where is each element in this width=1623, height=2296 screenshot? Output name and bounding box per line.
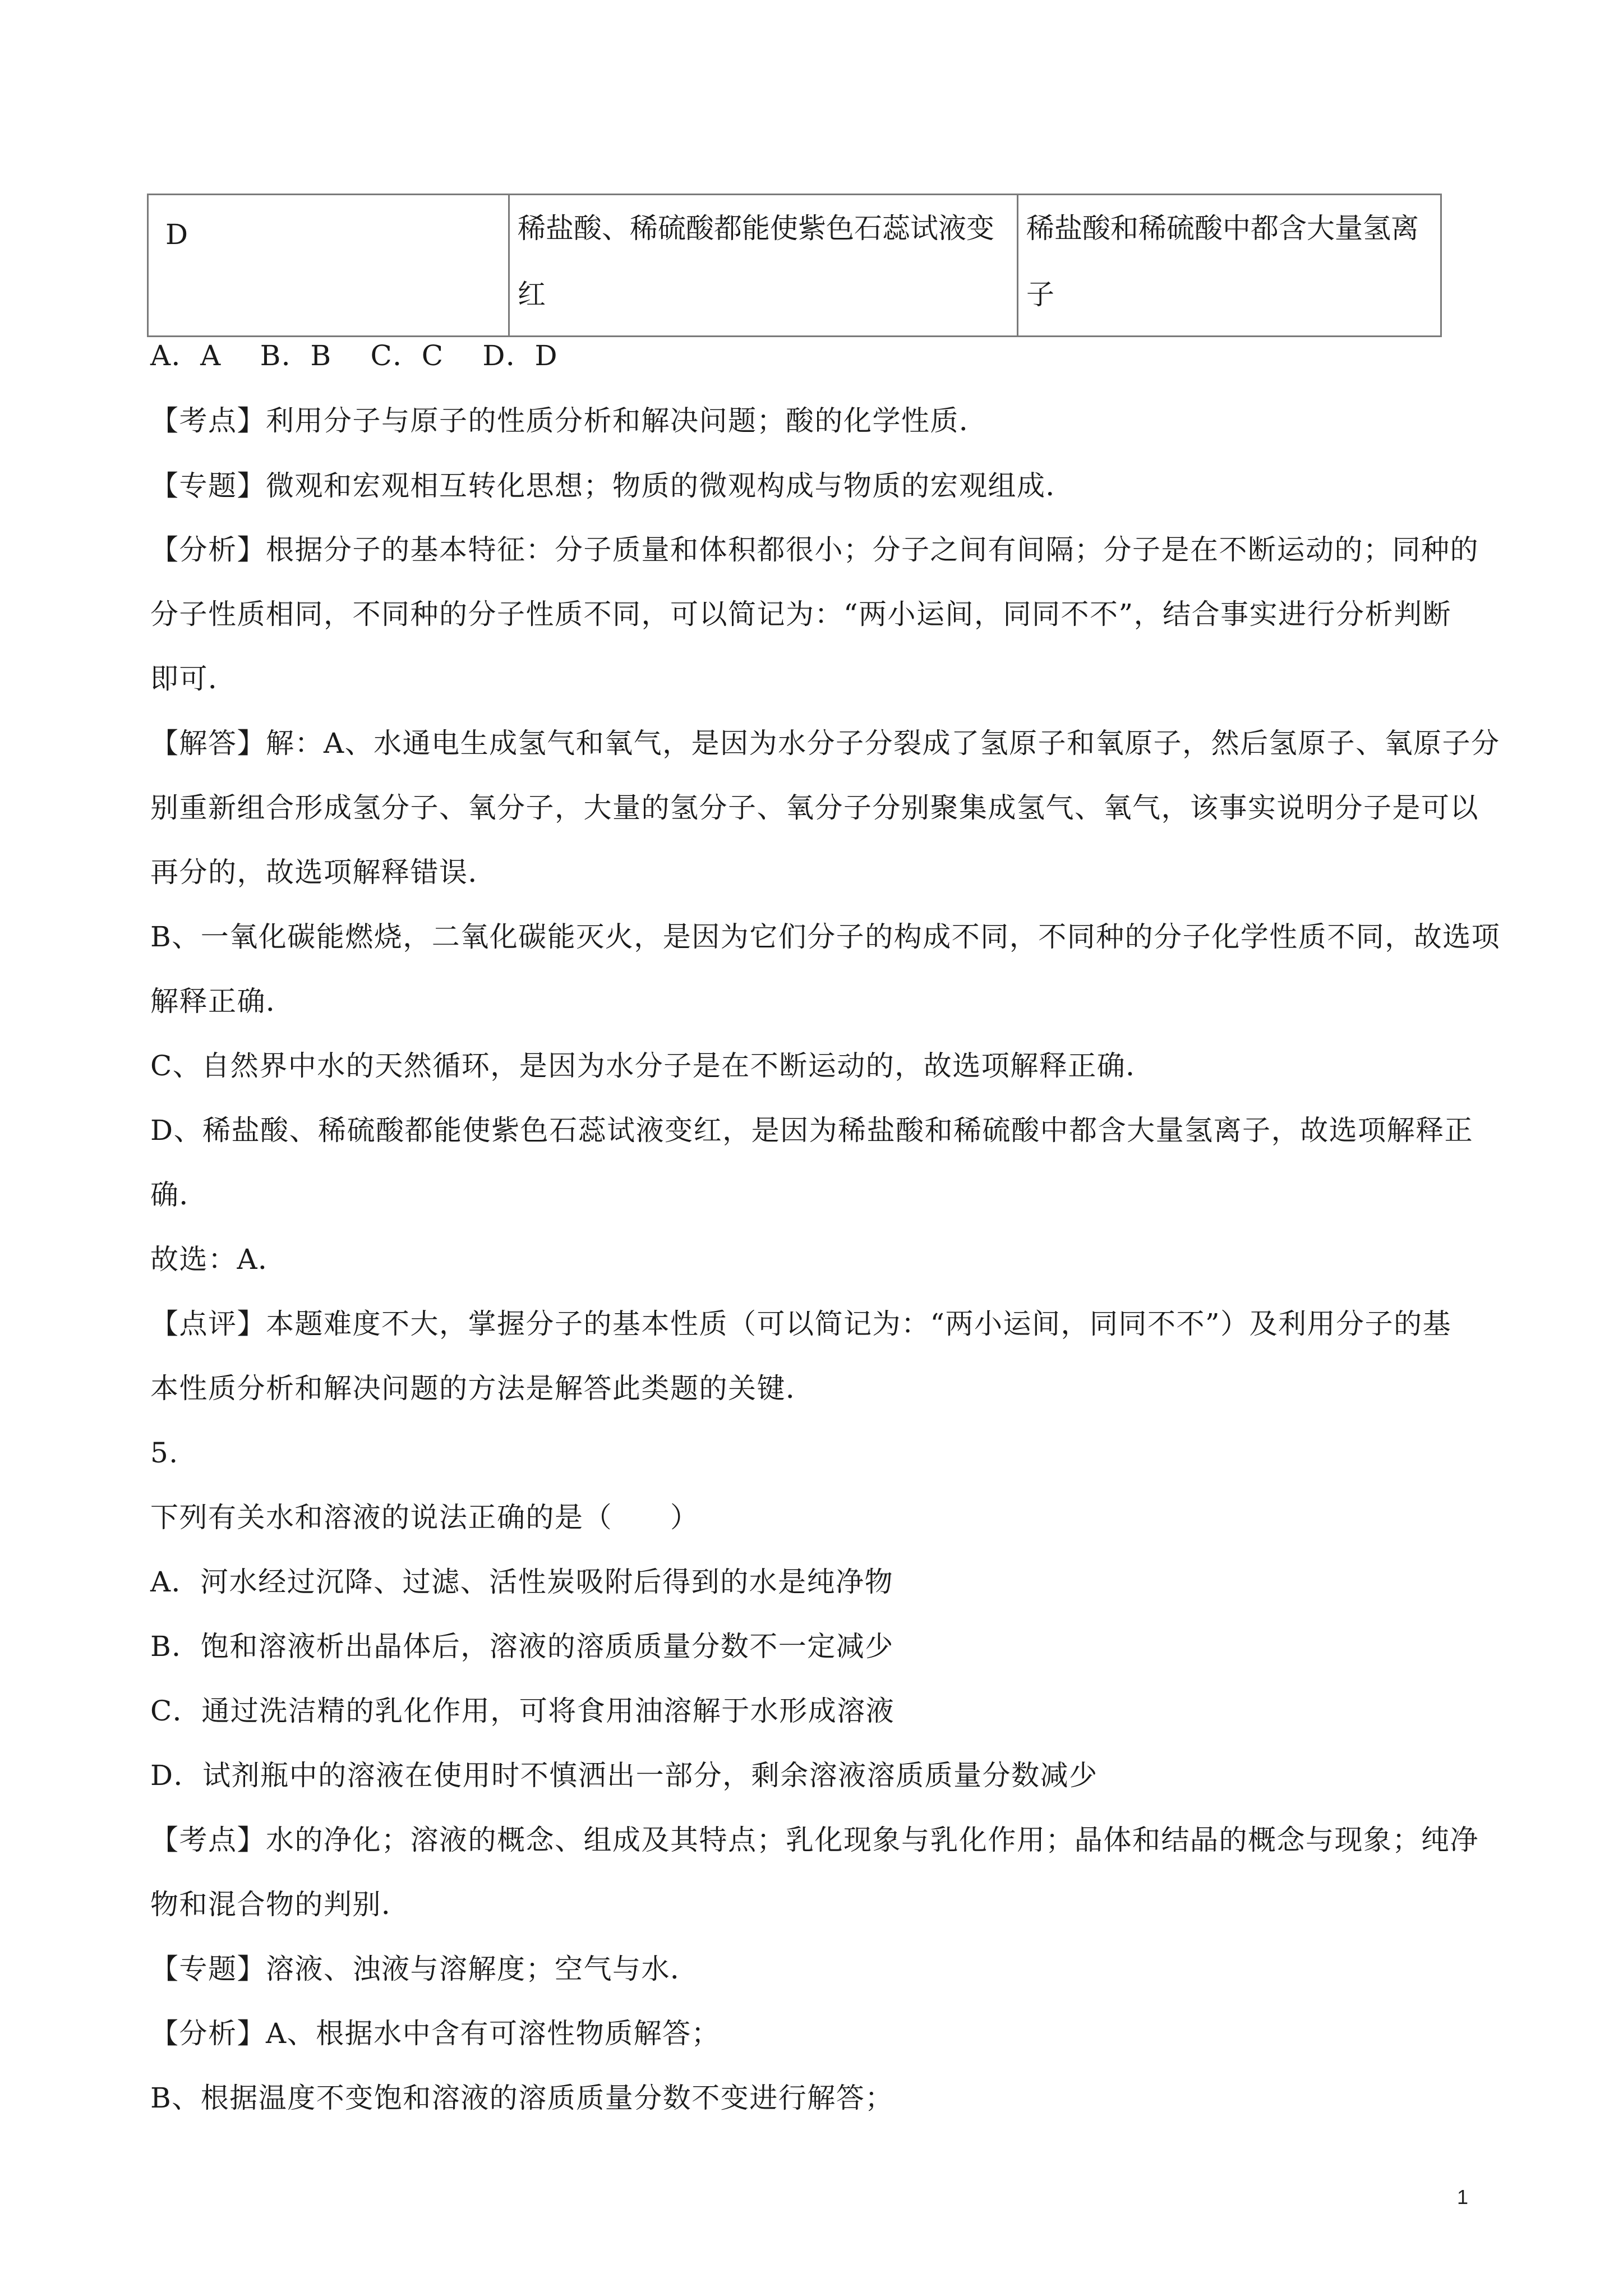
table-cell-fact: 稀盐酸、稀硫酸都能使紫色石蕊试液变红 (509, 195, 1018, 337)
question-option-b: B．饱和溶液析出晶体后，溶液的溶质质量分数不一定减少 (150, 1630, 894, 1663)
analysis-line: 【分析】根据分子的基本特征：分子质量和体积都很小；分子之间有间隔；分子是在不断运动的；同种的 (150, 533, 1479, 566)
analysis-line: B、根据温度不变饱和溶液的溶质质量分数不变进行解答； (150, 2082, 894, 2114)
solution-line: B、一氧化碳能燃烧，二氧化碳能灭火，是因为它们分子的构成不同，不同种的分子化学性质不同，故选项 (150, 921, 1501, 953)
kaodian-line: 【考点】利用分子与原子的性质分析和解决问题；酸的化学性质． (150, 404, 988, 437)
solution-line: 【解答】解：A、水通电生成氢气和氧气，是因为水分子分裂成了氢原子和氧原子，然后氢原子、氧原子分 (150, 727, 1500, 760)
comment-line: 【点评】本题难度不大，掌握分子的基本性质（可以简记为：“两小运间，同同不不”）及利用分子的基 (150, 1308, 1452, 1340)
kaodian-line: 【考点】水的净化；溶液的概念、组成及其特点；乳化现象与乳化作用；晶体和结晶的概念与现象；纯净 (150, 1824, 1479, 1856)
solution-line: 确． (150, 1179, 208, 1211)
analysis-line: 分子性质相同，不同种的分子性质不同，可以简记为：“两小运间，同同不不”，结合事实进行分析判断 (150, 598, 1452, 631)
zhuanti-line: 【专题】微观和宏观相互转化思想；物质的微观构成与物质的宏观组成． (150, 470, 1075, 502)
question-option-a: A．河水经过沉降、过滤、活性炭吸附后得到的水是纯净物 (150, 1566, 894, 1598)
table-cell-explanation: 稀盐酸和稀硫酸中都含大量氢离子 (1018, 195, 1441, 337)
comment-line: 本性质分析和解决问题的方法是解答此类题的关键． (150, 1372, 815, 1405)
table-cell-option: D (148, 195, 509, 337)
option-table (147, 194, 1442, 337)
analysis-line: 即可． (150, 662, 237, 695)
page-number: 1 (1457, 2185, 1469, 2208)
question-number: 5. (150, 1437, 179, 1469)
solution-line: 解释正确． (150, 985, 295, 1018)
question-option-c: C．通过洗洁精的乳化作用，可将食用油溶解于水形成溶液 (150, 1695, 895, 1727)
question-option-d: D．试剂瓶中的溶液在使用时不慎洒出一部分，剩余溶液溶质质量分数减少 (150, 1759, 1098, 1792)
solution-line: C、自然界中水的天然循环，是因为水分子是在不断运动的，故选项解释正确． (150, 1050, 1155, 1082)
solution-line: D、稀盐酸、稀硫酸都能使紫色石蕊试液变红，是因为稀盐酸和稀硫酸中都含大量氢离子，故选项解释正 (150, 1114, 1474, 1147)
table-row (148, 195, 1441, 337)
question-stem: 下列有关水和溶液的说法正确的是（ ） (150, 1501, 699, 1534)
analysis-line: 【分析】A、根据水中含有可溶性物质解答； (150, 2017, 721, 2050)
selection-line: 故选：A． (150, 1243, 287, 1276)
zhuanti-line: 【专题】溶液、浊液与溶解度；空气与水． (150, 1953, 699, 1985)
solution-line: 再分的，故选项解释错误． (150, 856, 497, 889)
solution-line: 别重新组合形成氢分子、氧分子，大量的氢分子、氧分子分别聚集成氢气、氧气，该事实说明分子是可以 (150, 792, 1479, 824)
answer-choices: A．A B．B C．C D．D (150, 339, 559, 372)
kaodian-line: 物和混合物的判别． (150, 1888, 411, 1921)
